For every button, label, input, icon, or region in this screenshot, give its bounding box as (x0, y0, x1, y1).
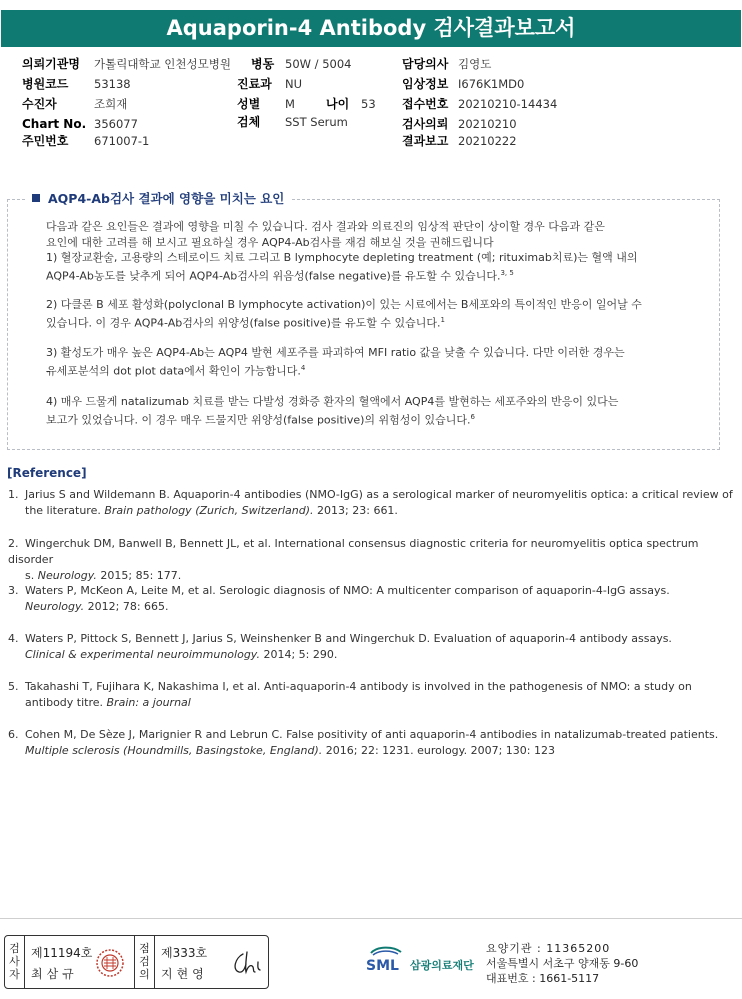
factor-3 (46, 345, 710, 379)
factor-1-line1: 1) 혈장교환술, 고용량의 스테로이드 치료 그리고 B lymphocyte depleting treatment (예; rituximab치료)는 혈액 내의 (46, 251, 638, 264)
age-value: 53 (361, 97, 376, 111)
factor-3-citation: 4 (300, 363, 306, 372)
reviewer-name: 지현영 (161, 967, 208, 981)
factor-2-citation: 1 (440, 315, 445, 324)
tester-name: 최삼규 (31, 967, 78, 981)
hospital-code-label: 병원코드 (22, 77, 69, 91)
factor-2 (46, 297, 710, 331)
tester-license: 제11194호 (31, 946, 93, 960)
reference-item-6: 6. Cohen M, De Sèze J, Marignier R and Lebrun C. False positivity of anti aquaporin-4 antibodies in natalizumab-treated patients. Multiple sclerosis (Houndmills, Basingstoke, England). 2016; 22: 1231. eurology. 2007; 130: 123 (8, 728, 719, 757)
reviewer-label: 점 검 의 (135, 936, 155, 988)
seal-stamp-icon (95, 948, 125, 978)
organization-address: 서울특별시 서초구 양재동 9-60 (486, 957, 639, 970)
chart-no-label: Chart No. (22, 117, 87, 131)
organization-name: 삼광의료재단 (410, 959, 474, 972)
sml-logo-text: SML (366, 958, 399, 974)
factors-intro-line1: 다음과 같은 요인들은 결과에 영향을 미칠 수 있습니다. 검사 결과와 의료진의 임상적 판단이 상이할 경우 다음과 같은 (46, 220, 605, 233)
reviewer-license: 제333호 (161, 946, 208, 960)
handwritten-signature-icon (229, 948, 265, 978)
factor-2-line2: 있습니다. 이 경우 AQP4-Ab검사의 위양성(false positive)를 유도할 수 있습니다. (46, 316, 441, 330)
receipt-label: 접수번호 (402, 97, 449, 111)
specimen-label: 검체 (237, 115, 261, 129)
factor-3-line1: 3) 활성도가 매우 높은 AQP4-Ab는 AQP4 발현 세포주를 파괴하여 MFI ratio 값을 낮출 수 있습니다. 다만 이러한 경우는 (46, 346, 625, 359)
factors-intro-line2: 요인에 대한 고려를 해 보시고 필요하실 경우 AQP4-Ab검사를 재검 해보실 것을 권해드립니다 (46, 235, 494, 249)
report-title: Aquaporin-4 Antibody 검사결과보고서 (1, 10, 741, 47)
doctor-value: 김영도 (458, 57, 492, 71)
factors-intro (46, 219, 710, 284)
reference-item-5: 5. Takahashi T, Fujihara K, Nakashima I, et al. Anti-aquaporin-4 antibody is involved in the pathogenesis of NMO: a study on antibody titre. Brain: a journal (8, 680, 692, 709)
factor-1-line2: AQP4-Ab농도를 낮추게 되어 AQP4-Ab검사의 위음성(false negative)를 유도할 수 있습니다. (46, 269, 501, 283)
sml-logo-icon (365, 944, 410, 974)
report-date-label: 결과보고 (402, 134, 449, 148)
request-label: 검사의뢰 (402, 117, 449, 131)
reviewer-column (155, 936, 268, 988)
sex-label: 성별 (237, 97, 261, 111)
reference-item-1: 1. Jarius S and Wildemann B. Aquaporin-4 antibodies (NMO-IgG) as a serological marker of neuromyelitis optica: a critical review of the literature. Brain pathology (Zurich, Switzerland). 2013; 23: 661. (8, 488, 733, 517)
request-value: 20210210 (458, 117, 517, 131)
hospital-code-value: 53138 (94, 77, 131, 91)
resident-no-value: 671007-1 (94, 134, 150, 148)
footer-divider (0, 918, 742, 919)
age-label: 나이 (326, 97, 350, 111)
clinical-value: I676K1MD0 (458, 77, 525, 91)
ward-value: 50W / 5004 (285, 57, 352, 71)
ward-label: 병동 (251, 57, 275, 71)
report-date-value: 20210222 (458, 134, 517, 148)
institution-number: 요양기관 : 11365200 (486, 942, 611, 955)
factor-4-line1: 4) 매우 드물게 natalizumab 치료를 받는 다발성 경화증 환자의 혈액에서 AQP4를 발현하는 세포주와의 반응이 있다는 (46, 395, 619, 408)
organization-phone: 대표번호 : 1661-5117 (486, 972, 600, 985)
sex-value: M (285, 97, 295, 111)
reference-item-4: 4. Waters P, Pittock S, Bennett J, Jarius S, Weinshenker B and Wingerchuk D. Evaluation of aquaporin-4 antibody assays. Clinical & experimental neuroimmunology. 2014; 5: 290. (8, 632, 672, 661)
hospital-value: 가톨릭대학교 인천성모병원 (94, 57, 231, 71)
factors-heading-text: AQP4-Ab검사 결과에 영향을 미치는 요인 (48, 191, 285, 206)
patient-label: 수진자 (22, 97, 57, 111)
signature-box (4, 935, 269, 989)
reference-item-2: 2. Wingerchuk DM, Banwell B, Bennett JL, et al. International consensus diagnostic criteria for neuromyelitis optica spectrum disorder s. Neurology. 2015; 85: 177. (8, 537, 699, 582)
reference-heading: [Reference] (7, 466, 87, 480)
factor-4-line2: 보고가 있었습니다. 이 경우 매우 드물지만 위양성(false positive)의 위험성이 있습니다. (46, 413, 471, 427)
factor-4 (46, 394, 710, 428)
receipt-value: 20210210-14434 (458, 97, 558, 111)
dept-value: NU (285, 77, 303, 91)
factor-4-citation: 6 (470, 412, 475, 421)
doctor-label: 담당의사 (402, 57, 449, 71)
clinical-label: 임상정보 (402, 77, 449, 91)
square-bullet-icon (32, 194, 40, 202)
factor-3-line2: 유세포분석의 dot plot data에서 확인이 가능합니다. (46, 364, 301, 378)
dept-label: 진료과 (237, 77, 272, 91)
tester-label: 검 사 자 (5, 936, 25, 988)
factors-heading (27, 190, 291, 208)
tester-column (25, 936, 135, 988)
factor-1-citation: 3, 5 (500, 268, 514, 277)
hospital-label: 의뢰기관명 (22, 57, 80, 71)
chart-no-value: 356077 (94, 117, 138, 131)
resident-no-label: 주민번호 (22, 134, 69, 148)
specimen-value: SST Serum (285, 115, 348, 129)
patient-value: 조희재 (94, 97, 128, 111)
reference-item-3: 3. Waters P, McKeon A, Leite M, et al. Serologic diagnosis of NMO: A multicenter comparison of aquaporin-4-IgG assays. Neurology. 2012; 78: 665. (8, 584, 670, 613)
factor-2-line1: 2) 다클론 B 세포 활성화(polyclonal B lymphocyte activation)이 있는 시료에서는 B세포와의 특이적인 반응이 일어날 수 (46, 298, 642, 311)
